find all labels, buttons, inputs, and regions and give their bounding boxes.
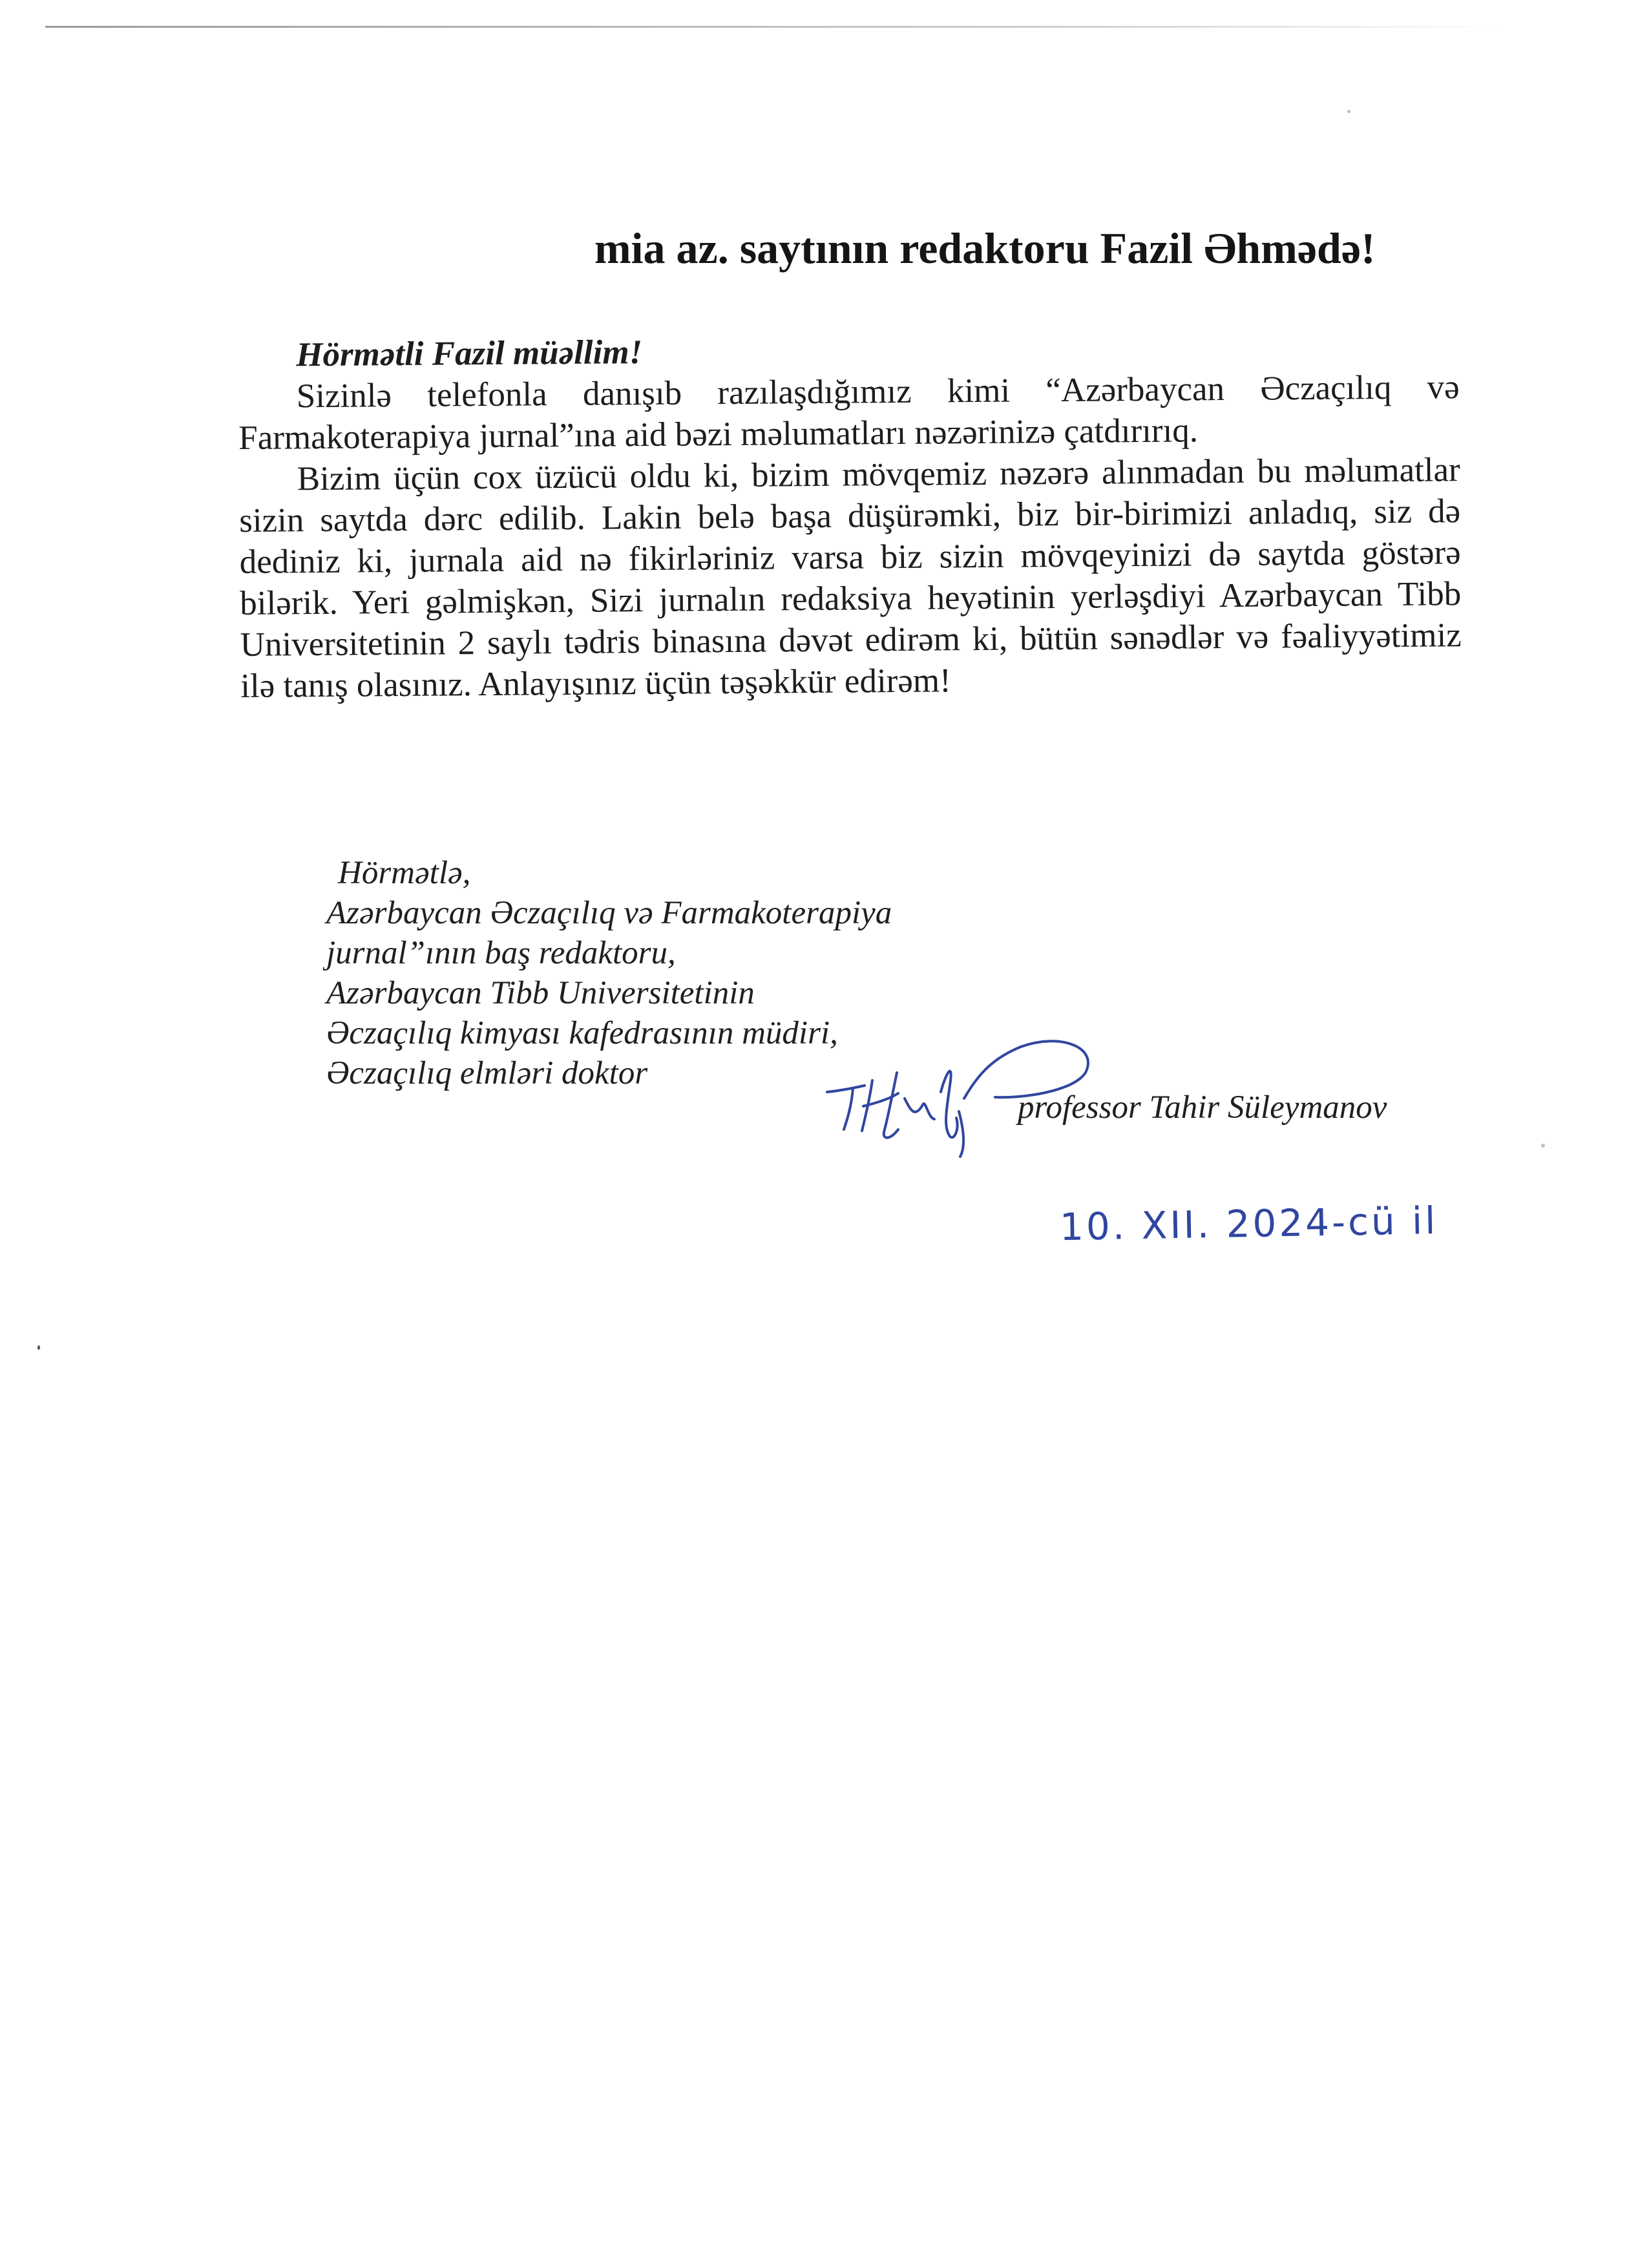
paragraph-2: Bizim üçün cox üzücü oldu ki, bizim mövqemiz nəzərə alınmadan bu məlumatlar sizin saytda dərc edilib. Lakin belə başa düşürəmki, biz bir-birimizi anladıq, siz də dediniz ki, jurnala aid nə fikirləriniz varsa biz sizin mövqeyinizi də saytda göstərə bilərik. Yeri gəlmişkən, Sizi jurnalın redaksiya heyətinin yerləşdiyi Azərbaycan Tibb Universitetinin 2 saylı tədris binasına dəvət edirəm ki, bütün sənədlər və fəaliyyətimiz ilə tanış olasınız. Anlayışınız üçün təşəkkür edirəm! [239, 451, 1462, 705]
scan-edge-line [45, 26, 1506, 28]
closing-line-degree: Əczaçılıq elmləri doktor [326, 1055, 648, 1091]
handwritten-date: 10. XII. 2024-cü il [1059, 1198, 1438, 1250]
salutation: Hörmətli Fazil müəllim! [296, 333, 643, 374]
closing-line-editor: jurnal”ının baş redaktoru, [326, 935, 676, 971]
signatory-name: professor Tahir Süleymanov [1018, 1089, 1387, 1126]
scan-speck [37, 1345, 40, 1350]
page-title: mia az. saytının redaktoru Fazil Əhmədə! [594, 224, 1376, 273]
closing-line-university: Azərbaycan Tibb Universitetinin [326, 975, 755, 1011]
paragraph-1: Sizinlə telefonla danışıb razılaşdığımız kimi “Azərbaycan Əczaçılıq və Farmakoterapiya jurnal”ına aid bəzi məlumatları nəzərinizə çatdırırıq. [238, 368, 1460, 457]
closing-line-department: Əczaçılıq kimyası kafedrasının müdiri, [326, 1015, 838, 1051]
letter-body [238, 325, 1462, 707]
scan-speck [1347, 110, 1350, 113]
scan-speck [1541, 1144, 1545, 1148]
closing-line-journal: Azərbaycan Əczaçılıq və Farmakoterapiya [326, 895, 892, 931]
closing-regards: Hörmətlə, [338, 855, 471, 891]
